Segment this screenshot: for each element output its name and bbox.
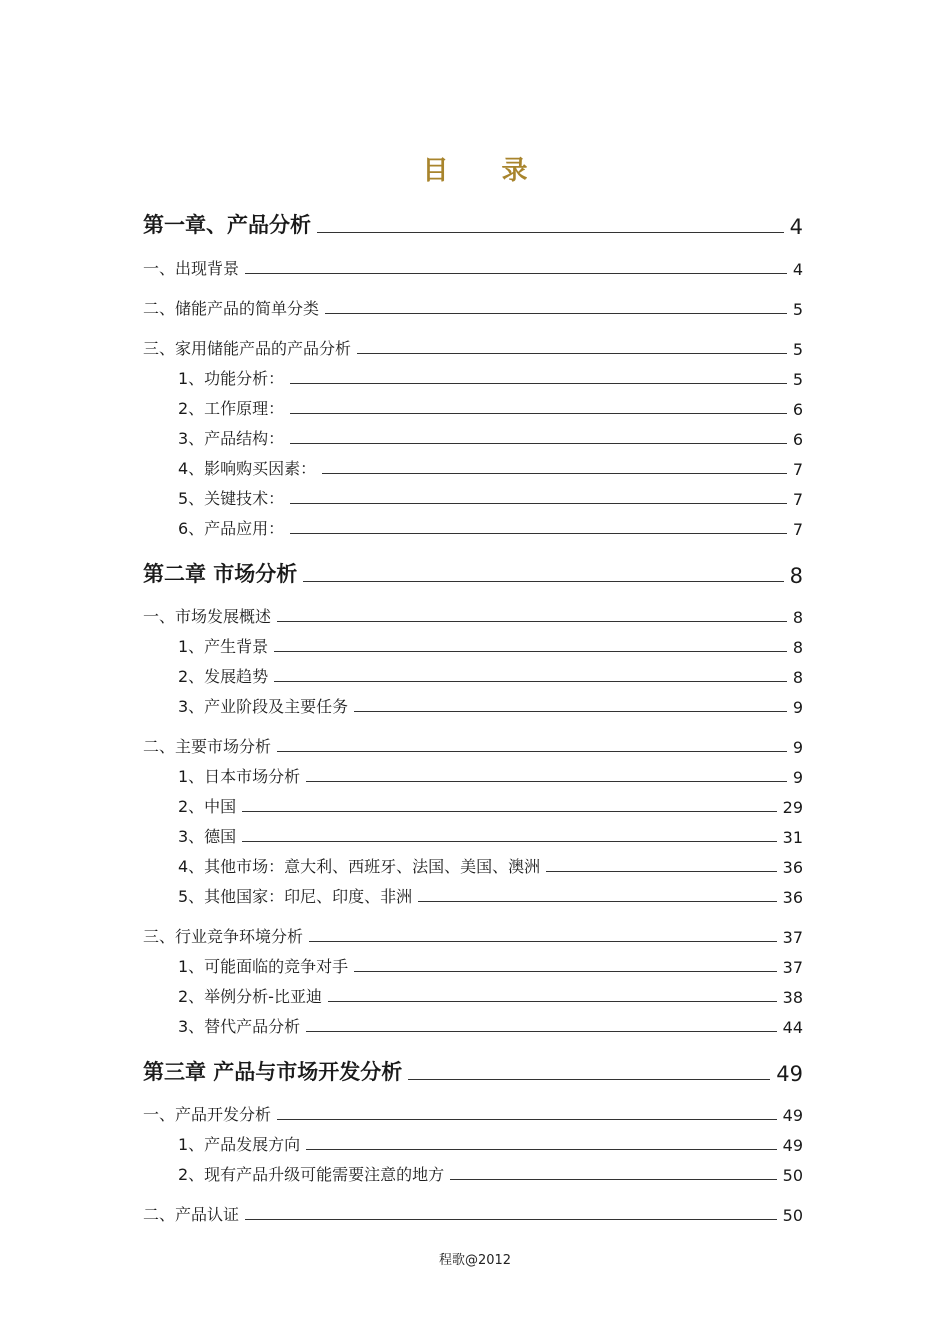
toc-chapter-entry[interactable] (143, 211, 803, 239)
toc-leader-line (274, 650, 787, 652)
toc-page-number: 31 (782, 828, 803, 847)
toc-page-number: 49 (776, 1062, 803, 1086)
toc-entry-label: 第一章、产品分析 (143, 213, 311, 237)
toc-section-entry[interactable] (143, 297, 803, 319)
toc-entry-label: 3、产业阶段及主要任务 (178, 697, 349, 716)
toc-entry-label: 三、行业竞争环境分析 (143, 927, 304, 946)
toc-leader-line (245, 1218, 777, 1220)
toc-page-number: 36 (782, 888, 803, 907)
toc-sub-entry[interactable] (178, 855, 803, 877)
toc-page-number: 9 (792, 768, 803, 787)
toc-leader-line (277, 750, 787, 752)
toc-entry-label: 3、德国 (178, 827, 237, 846)
toc-page-number: 9 (792, 698, 803, 717)
toc-entry-label: 3、替代产品分析 (178, 1017, 301, 1036)
toc-leader-line (274, 680, 787, 682)
toc-entry-label: 6、产品应用： (178, 519, 285, 538)
toc-page-number: 50 (782, 1166, 803, 1185)
toc-section-entry[interactable] (143, 605, 803, 627)
toc-leader-line (450, 1178, 776, 1180)
toc-sub-entry[interactable] (178, 985, 803, 1007)
toc-section-entry[interactable] (143, 337, 803, 359)
toc-page-number: 37 (782, 928, 803, 947)
page-footer: 程歌@2012 (438, 1253, 512, 1268)
toc-sub-entry[interactable] (178, 457, 803, 479)
toc-entry-label: 一、产品开发分析 (143, 1105, 272, 1124)
toc-page-number: 6 (792, 430, 803, 449)
toc-entry-label: 1、产品发展方向 (178, 1135, 301, 1154)
toc-page-number: 7 (792, 520, 803, 539)
toc-page-number: 8 (792, 608, 803, 627)
toc-leader-line (306, 1148, 776, 1150)
toc-entry-label: 4、其他市场：意大利、西班牙、法国、美国、澳洲 (178, 857, 541, 876)
toc-sub-entry[interactable] (178, 885, 803, 907)
toc-page-number: 36 (782, 858, 803, 877)
toc-leader-line (306, 1030, 776, 1032)
toc-page-number: 49 (782, 1106, 803, 1125)
toc-leader-line (328, 1000, 777, 1002)
toc-page-number: 9 (792, 738, 803, 757)
toc-leader-line (303, 580, 783, 582)
toc-entry-label: 1、日本市场分析 (178, 767, 301, 786)
toc-entry-label: 二、产品认证 (143, 1205, 240, 1224)
toc-sub-entry[interactable] (178, 825, 803, 847)
toc-page-number: 49 (782, 1136, 803, 1155)
toc-page-number: 8 (792, 668, 803, 687)
toc-entry-label: 3、产品结构： (178, 429, 285, 448)
toc-leader-line (277, 620, 787, 622)
toc-page-number: 37 (782, 958, 803, 977)
toc-sub-entry[interactable] (178, 665, 803, 687)
toc-page-number: 6 (792, 400, 803, 419)
toc-sub-entry[interactable] (178, 765, 803, 787)
toc-sub-entry[interactable] (178, 397, 803, 419)
toc-leader-line (322, 472, 787, 474)
toc-leader-line (290, 382, 787, 384)
toc-leader-line (242, 810, 776, 812)
toc-page-number: 29 (782, 798, 803, 817)
toc-leader-line (290, 532, 787, 534)
toc-section-entry[interactable] (143, 257, 803, 279)
toc-sub-entry[interactable] (178, 487, 803, 509)
toc-sub-entry[interactable] (178, 367, 803, 389)
toc-sub-entry[interactable] (178, 1133, 803, 1155)
toc-sub-entry[interactable] (178, 1163, 803, 1185)
toc-leader-line (354, 710, 787, 712)
toc-leader-line (290, 502, 787, 504)
toc-entry-label: 一、出现背景 (143, 259, 240, 278)
toc-entry-label: 二、储能产品的简单分类 (143, 299, 320, 318)
toc-leader-line (418, 900, 776, 902)
toc-page-number: 8 (789, 564, 803, 588)
toc-sub-entry[interactable] (178, 795, 803, 817)
toc-section-entry[interactable] (143, 735, 803, 757)
toc-leader-line (408, 1078, 770, 1080)
toc-entry-label: 5、关键技术： (178, 489, 285, 508)
toc-page-number: 44 (782, 1018, 803, 1037)
toc-entry-label: 三、家用储能产品的产品分析 (143, 339, 352, 358)
toc-leader-line (546, 870, 776, 872)
toc-page-number: 50 (782, 1206, 803, 1225)
toc-page-number: 4 (789, 215, 803, 239)
toc-sub-entry[interactable] (178, 695, 803, 717)
toc-leader-line (325, 312, 787, 314)
toc-leader-line (290, 412, 787, 414)
toc-leader-line (309, 940, 777, 942)
toc-leader-line (306, 780, 787, 782)
toc-sub-entry[interactable] (178, 955, 803, 977)
toc-entry-label: 一、市场发展概述 (143, 607, 272, 626)
toc-leader-line (277, 1118, 777, 1120)
toc-sub-entry[interactable] (178, 517, 803, 539)
toc-page-number: 7 (792, 460, 803, 479)
toc-entry-label: 2、发展趋势 (178, 667, 269, 686)
toc-entry-label: 2、中国 (178, 797, 237, 816)
toc-leader-line (357, 352, 787, 354)
toc-page-number: 5 (792, 370, 803, 389)
toc-page-number: 38 (782, 988, 803, 1007)
toc-entry-label: 4、影响购买因素： (178, 459, 317, 478)
toc-section-entry[interactable] (143, 1203, 803, 1225)
toc-sub-entry[interactable] (178, 635, 803, 657)
toc-leader-line (290, 442, 787, 444)
toc-leader-line (354, 970, 776, 972)
toc-entry-label: 2、现有产品升级可能需要注意的地方 (178, 1165, 445, 1184)
toc-leader-line (242, 840, 776, 842)
toc-leader-line (317, 231, 784, 233)
toc-sub-entry[interactable] (178, 427, 803, 449)
toc-entry-label: 第二章 市场分析 (143, 562, 298, 586)
toc-page-number: 8 (792, 638, 803, 657)
toc-entry-label: 2、举例分析-比亚迪 (178, 987, 322, 1006)
toc-entry-label: 二、主要市场分析 (143, 737, 272, 756)
toc-page-number: 4 (792, 260, 803, 279)
toc-page-number: 7 (792, 490, 803, 509)
toc-leader-line (245, 272, 787, 274)
toc-entry-label: 1、产生背景 (178, 637, 269, 656)
toc-section-entry[interactable] (143, 925, 803, 947)
toc-page-number: 5 (792, 300, 803, 319)
toc-entry-label: 2、工作原理： (178, 399, 285, 418)
toc-chapter-entry[interactable] (143, 1058, 803, 1086)
page-title: 目 录 (422, 156, 550, 186)
toc-entry-label: 1、功能分析： (178, 369, 285, 388)
toc-sub-entry[interactable] (178, 1015, 803, 1037)
toc-page-number: 5 (792, 340, 803, 359)
toc-entry-label: 5、其他国家：印尼、印度、非洲 (178, 887, 413, 906)
toc-entry-label: 第三章 产品与市场开发分析 (143, 1060, 403, 1084)
toc-entry-label: 1、可能面临的竞争对手 (178, 957, 349, 976)
toc-section-entry[interactable] (143, 1103, 803, 1125)
toc-chapter-entry[interactable] (143, 560, 803, 588)
